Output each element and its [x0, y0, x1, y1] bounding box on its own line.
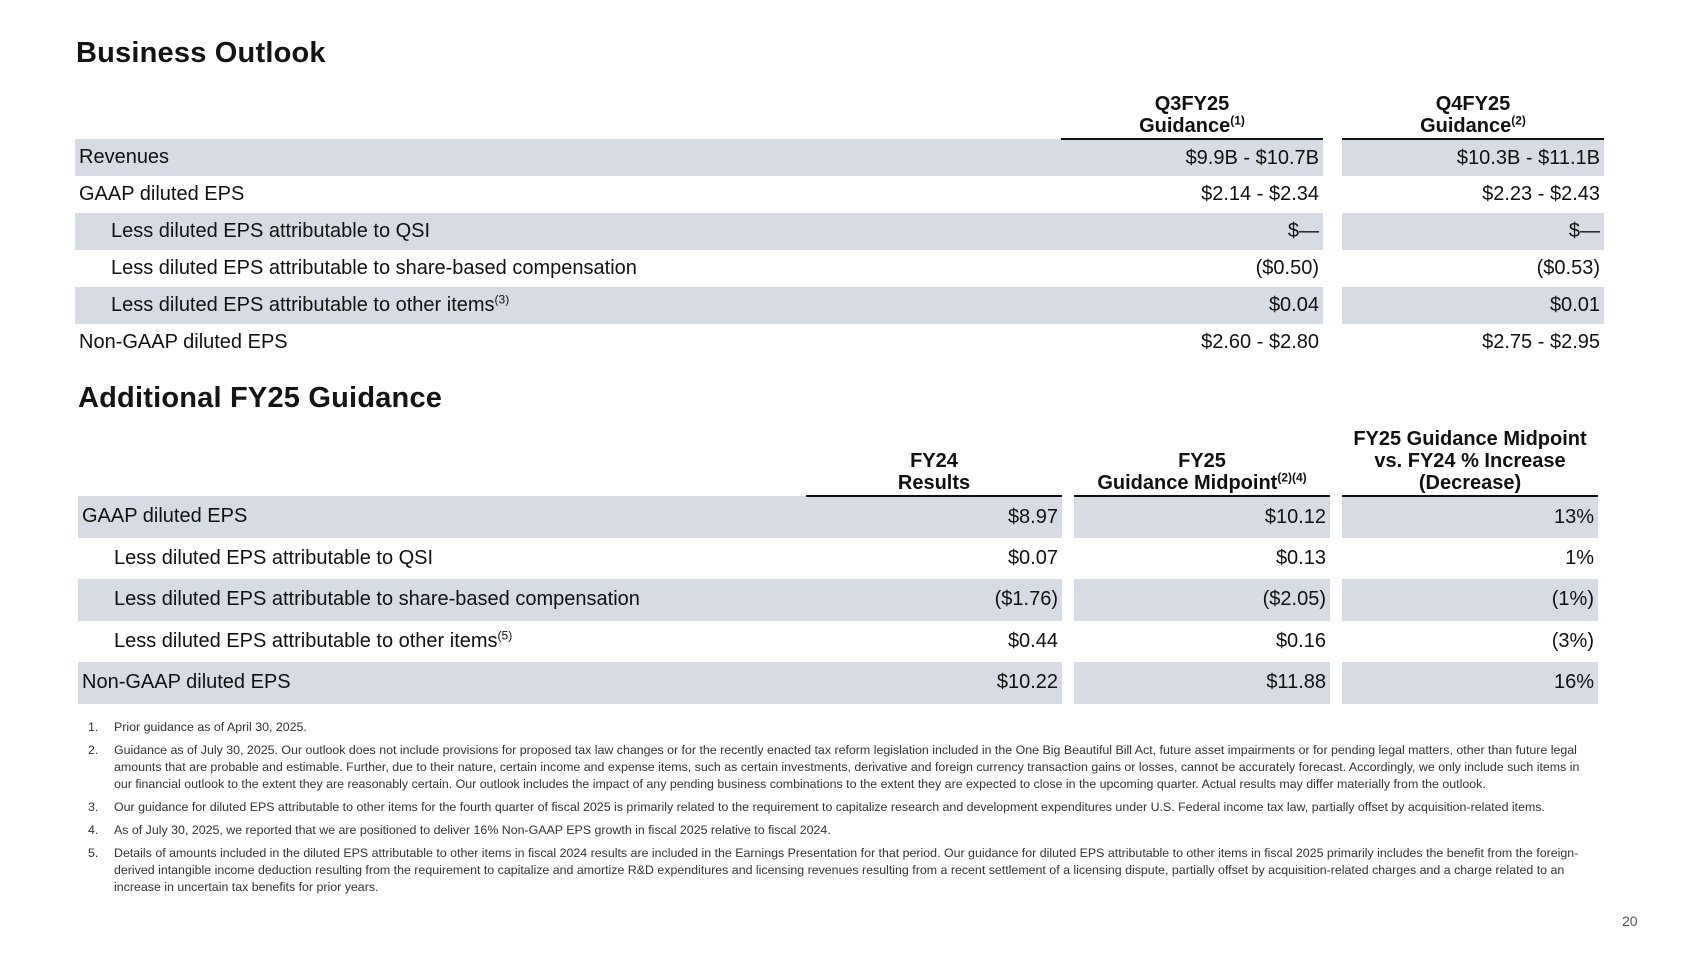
- pct-change-header: [1342, 423, 1598, 496]
- footnote-number: 3.: [88, 800, 99, 814]
- footnote-number: 4.: [88, 823, 99, 837]
- q4fy25-header-word: Guidance: [1420, 115, 1512, 137]
- outlook-header-blank: [75, 88, 1061, 139]
- row-label: Non-GAAP diluted EPS: [79, 331, 288, 353]
- footnote-text: Details of amounts included in the diluted EPS attributable to other items in fiscal 2024 results are included in the Earnings Presentation for that period. Our guidance for diluted EPS attributable to other items in fiscal 2025 primarily includes the benefit from the foreign-derived intangible income deduction resulting from the requirement to capitalize and amortize R&D expenditures and licensing revenues resulting from a recent settlement of a licensing dispute, partially offset by acquisition-related charges and a charge related to an increase in uncertain tax benefits for prior years.: [114, 846, 1579, 894]
- footnote-number: 2.: [88, 743, 99, 757]
- column-gap: [1323, 176, 1342, 213]
- row-label: GAAP diluted EPS: [79, 183, 245, 205]
- row-label: Less diluted EPS attributable to other items: [114, 629, 498, 652]
- footnote-number: 1.: [88, 720, 99, 734]
- q4fy25-header-line2: [1346, 115, 1600, 137]
- footnote-number: 5.: [88, 846, 99, 860]
- q3fy25-guidance-header: [1061, 88, 1323, 139]
- outlook-header-row: [75, 88, 1604, 139]
- footnote-ref: (3): [494, 292, 510, 307]
- table-row: [75, 176, 1604, 213]
- fy24-header-line2: Results: [897, 472, 971, 494]
- q4-value: $0.01: [1342, 287, 1604, 324]
- fy25-header-words: Guidance Midpoint: [1097, 472, 1278, 494]
- column-gap: [1062, 496, 1074, 538]
- fy24-value: $0.44: [1007, 629, 1058, 652]
- column-gap: [1323, 324, 1342, 361]
- column-gap: [1330, 662, 1342, 704]
- q3-value: $2.14 - $2.34: [1201, 183, 1319, 205]
- table-row: [78, 621, 1598, 663]
- fy24-results-header: [806, 423, 1062, 496]
- row-label: Non-GAAP diluted EPS: [78, 662, 806, 704]
- column-gap: [1323, 213, 1342, 250]
- fy24-header-line1: FY24: [910, 450, 958, 472]
- column-gap: [1323, 88, 1342, 139]
- fy24-value: $0.07: [1007, 546, 1058, 569]
- footnote-ref: (2)(4): [1277, 470, 1307, 485]
- fy25-value: $0.16: [1275, 629, 1326, 652]
- additional-header-blank: [78, 423, 806, 496]
- table-row: [78, 538, 1598, 580]
- business-outlook-title: Business Outlook: [76, 37, 326, 69]
- pct-value: (3%): [1551, 629, 1594, 652]
- table-row: [75, 213, 1604, 250]
- column-gap: [1330, 423, 1342, 496]
- additional-guidance-table: [78, 423, 1598, 704]
- footnote-ref: (2): [1511, 113, 1526, 128]
- additional-guidance-title: Additional FY25 Guidance: [78, 382, 443, 414]
- table-row: [78, 662, 1598, 704]
- column-gap: [1330, 621, 1342, 663]
- pct-header-line1: FY25 Guidance Midpoint: [1353, 428, 1587, 450]
- page-number: 20: [1622, 913, 1638, 929]
- table-row: [78, 496, 1598, 538]
- q3-value: $0.04: [1061, 287, 1323, 324]
- pct-value: 1%: [1565, 546, 1594, 569]
- footnote-item: [88, 845, 1600, 896]
- footnote-item: [88, 799, 1600, 816]
- fy24-value: ($1.76): [806, 579, 1062, 621]
- row-label: Less diluted EPS attributable to share-based compensation: [111, 257, 637, 279]
- q3fy25-header-line1: Q3FY25: [1154, 93, 1230, 115]
- fy25-value: $10.12: [1074, 496, 1330, 538]
- pct-header-line2: vs. FY24 % Increase: [1374, 450, 1566, 472]
- column-gap: [1062, 538, 1074, 580]
- row-label: Less diluted EPS attributable to share-based compensation: [78, 579, 806, 621]
- footnote-text: Our guidance for diluted EPS attributable to other items for the fourth quarter of fiscal 2025 is primarily related to the requirement to capitalize research and development expenditures under U.S. Federal income tax law, partially offset by acquisition-related items.: [114, 800, 1545, 814]
- q3-value: ($0.50): [1255, 257, 1319, 279]
- column-gap: [1323, 287, 1342, 324]
- footnote-text: As of July 30, 2025, we reported that we are positioned to deliver 16% Non-GAAP EPS growth in fiscal 2025 relative to fiscal 2024.: [114, 823, 831, 837]
- pct-value: (1%): [1342, 579, 1598, 621]
- footnote-item: [88, 822, 1600, 839]
- q3-value: $—: [1061, 213, 1323, 250]
- q4-value: $2.23 - $2.43: [1482, 183, 1600, 205]
- q4fy25-header-line1: Q4FY25: [1435, 93, 1511, 115]
- q3fy25-header-word: Guidance: [1139, 115, 1231, 137]
- q4fy25-guidance-header: [1342, 88, 1604, 139]
- row-label: Revenues: [75, 139, 1061, 176]
- fy25-value: $11.88: [1074, 662, 1330, 704]
- row-label: Less diluted EPS attributable to other items: [111, 294, 495, 316]
- row-label: GAAP diluted EPS: [78, 496, 806, 538]
- row-label: Less diluted EPS attributable to QSI: [114, 546, 434, 569]
- table-row: [75, 287, 1604, 324]
- column-gap: [1062, 579, 1074, 621]
- fy24-value: $10.22: [806, 662, 1062, 704]
- q3-value: $9.9B - $10.7B: [1061, 139, 1323, 176]
- table-row: [75, 139, 1604, 176]
- q3-value: $2.60 - $2.80: [1201, 331, 1319, 353]
- footnotes-list: [88, 719, 1600, 902]
- column-gap: [1330, 496, 1342, 538]
- column-gap: [1323, 250, 1342, 287]
- fy24-value: $8.97: [806, 496, 1062, 538]
- fy25-midpoint-header: [1074, 423, 1330, 496]
- q4-value: $—: [1342, 213, 1604, 250]
- fy25-value: ($2.05): [1074, 579, 1330, 621]
- pct-value: 13%: [1342, 496, 1598, 538]
- footnote-item: [88, 719, 1600, 736]
- q4-value: $2.75 - $2.95: [1482, 331, 1600, 353]
- row-label-cell: [75, 287, 1061, 324]
- fy25-header-line2: [1078, 472, 1326, 494]
- q4-value: ($0.53): [1536, 257, 1600, 279]
- table-row: [75, 250, 1604, 287]
- q3fy25-header-line2: [1065, 115, 1319, 137]
- pct-value: 16%: [1342, 662, 1598, 704]
- pct-header-line3: (Decrease): [1418, 472, 1522, 494]
- q4-value: $10.3B - $11.1B: [1342, 139, 1604, 176]
- footnote-text: Guidance as of July 30, 2025. Our outlook does not include provisions for proposed tax law changes or for the recently enacted tax reform legislation included in the One Big Beautiful Bill Act, future asset impairments or for pending legal matters, other than future legal amounts that are probable and estimable. Further, due to their nature, certain income and expense items, such as certain investments, derivative and foreign currency transaction gains or losses, cannot be accurately forecast. Accordingly, we only include such items in our financial outlook to the extent they are reasonably certain. Our outlook includes the impact of any pending business combinations to the extent they are expected to close in the upcoming quarter. Actual results may differ materially from the outlook.: [114, 743, 1580, 791]
- row-label-cell: [78, 621, 806, 663]
- footnote-text: Prior guidance as of April 30, 2025.: [114, 720, 307, 734]
- column-gap: [1062, 662, 1074, 704]
- fy25-header-line1: FY25: [1178, 450, 1226, 472]
- business-outlook-table: [75, 88, 1604, 361]
- footnote-ref: (1): [1230, 113, 1245, 128]
- column-gap: [1330, 579, 1342, 621]
- column-gap: [1062, 423, 1074, 496]
- table-row: [78, 579, 1598, 621]
- table-row: [75, 324, 1604, 361]
- column-gap: [1330, 538, 1342, 580]
- column-gap: [1323, 139, 1342, 176]
- footnote-ref: (5): [497, 628, 513, 643]
- fy25-value: $0.13: [1275, 546, 1326, 569]
- row-label: Less diluted EPS attributable to QSI: [75, 213, 1061, 250]
- additional-header-row: [78, 423, 1598, 496]
- column-gap: [1062, 621, 1074, 663]
- footnote-item: [88, 742, 1600, 793]
